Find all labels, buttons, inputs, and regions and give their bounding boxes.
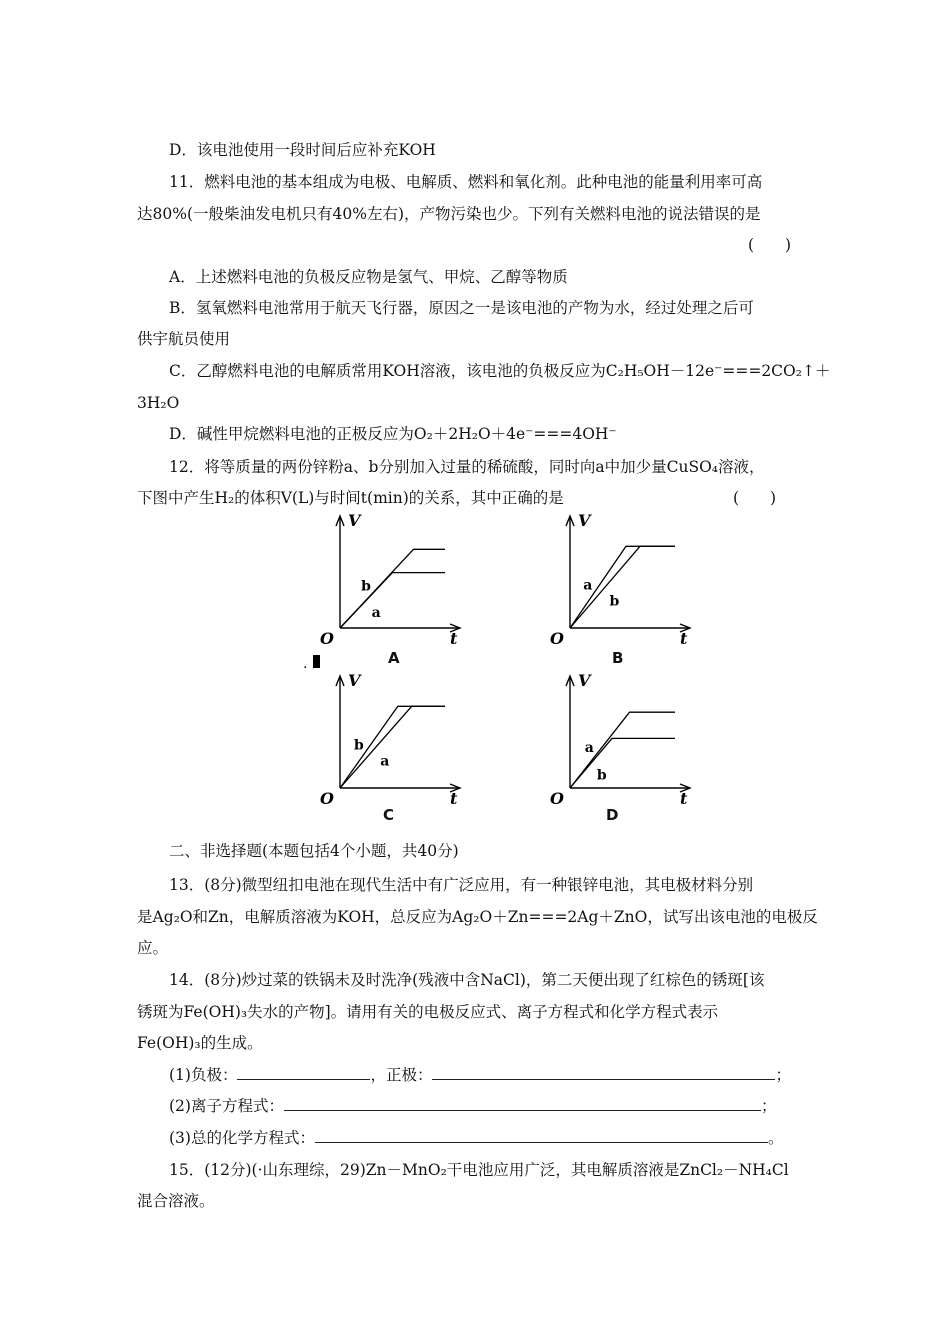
q14-part1-end: ； xyxy=(775,1066,791,1084)
series-label-b: b xyxy=(361,578,371,595)
q13-line3: 应。 xyxy=(137,939,169,957)
origin-label: O xyxy=(550,629,564,648)
chart-a-svg xyxy=(300,510,470,648)
x-axis-label: t xyxy=(450,789,458,808)
q14-part1 xyxy=(169,1064,791,1086)
q14-part1-label: (1)负极： xyxy=(169,1066,238,1084)
q11-option-b-line2: 供宇航员使用 xyxy=(137,330,231,348)
origin-label: O xyxy=(320,629,334,648)
chart-b-caption: B xyxy=(612,649,624,667)
y-axis-label: V xyxy=(578,671,591,690)
chart-d-caption: D xyxy=(606,806,619,824)
origin-label: O xyxy=(550,789,564,808)
chart-c-caption: C xyxy=(383,806,395,824)
q14-part2-label: (2)离子方程式： xyxy=(169,1097,284,1115)
chart-a xyxy=(300,510,470,649)
q11-line1: 11．燃料电池的基本组成为电极、电解质、燃料和氧化剂。此种电池的能量利用率可高 xyxy=(169,173,763,191)
q11-line2: 达80%(一般柴油发电机只有40%左右)，产物污染也少。下列有关燃料电池的说法错误的是 xyxy=(137,205,761,223)
q11-answer-paren: ( ) xyxy=(748,236,792,254)
x-axis-label: t xyxy=(450,629,458,648)
q14-part3-end: 。 xyxy=(767,1129,784,1147)
series-label-a: a xyxy=(584,739,594,756)
q11-option-d: D．碱性甲烷燃料电池的正极反应为O₂＋2H₂O＋4e⁻===4OH⁻ xyxy=(169,425,617,443)
origin-label: O xyxy=(320,789,334,808)
stray-dot: . xyxy=(303,656,308,672)
y-axis-label: V xyxy=(348,671,361,690)
q14-part2-end: ； xyxy=(760,1097,777,1115)
series-label-b: b xyxy=(596,767,607,784)
x-axis-label: t xyxy=(680,629,688,648)
series-label-a: a xyxy=(371,605,381,622)
q11-option-b-line1: B．氢氧燃料电池常用于航天飞行器，原因之一是该电池的产物为水，经过处理之后可 xyxy=(169,299,754,317)
q14-line2: 锈斑为Fe(OH)₃失水的产物]。请用有关的电极反应式、离子方程式和化学方程式表示 xyxy=(137,1003,719,1021)
chart-b-svg xyxy=(530,510,700,648)
q14-line3: Fe(OH)₃的生成。 xyxy=(137,1034,263,1052)
q13-line1: 13．(8分)微型纽扣电池在现代生活中有广泛应用，有一种银锌电池，其电极材料分别 xyxy=(169,876,754,894)
q11-option-c-line2: 3H₂O xyxy=(137,394,180,412)
q11-option-c-line1: C．乙醇燃料电池的电解质常用KOH溶液，该电池的负极反应为C₂H₅OH－12e⁻===2CO₂↑＋ xyxy=(169,362,831,380)
q11-option-a: A．上述燃料电池的负极反应物是氢气、甲烷、乙醇等物质 xyxy=(169,268,568,286)
q14-part3 xyxy=(169,1127,783,1149)
negative-electrode-blank[interactable] xyxy=(237,1064,370,1080)
series-line-b xyxy=(340,549,445,628)
chart-c-svg xyxy=(300,670,470,808)
series-label-b: b xyxy=(353,737,364,754)
q15-line2: 混合溶液。 xyxy=(137,1192,215,1210)
black-marker xyxy=(313,655,320,668)
chemical-equation-blank[interactable] xyxy=(315,1127,768,1143)
q14-part3-label: (3)总的化学方程式： xyxy=(169,1129,315,1147)
ionic-equation-blank[interactable] xyxy=(284,1095,761,1111)
option-d-q10: D．该电池使用一段时间后应补充KOH xyxy=(169,141,436,159)
series-label-a: a xyxy=(380,753,390,770)
positive-electrode-blank[interactable] xyxy=(432,1064,775,1080)
chart-d xyxy=(530,670,700,809)
chart-c xyxy=(300,670,470,809)
q13-line2: 是Ag₂O和Zn，电解质溶液为KOH，总反应为Ag₂O＋Zn===2Ag＋ZnO，试写出该电池的电极反 xyxy=(137,908,818,926)
q14-part2 xyxy=(169,1095,776,1117)
chart-d-svg xyxy=(530,670,700,808)
chart-b xyxy=(530,510,700,649)
y-axis-label: V xyxy=(578,511,591,530)
q14-part1-mid: ，正极： xyxy=(370,1066,433,1084)
y-axis-label: V xyxy=(348,511,361,530)
q12-answer-paren: ( ) xyxy=(733,489,777,507)
section-two-heading: 二、非选择题(本题包括4个小题，共40分) xyxy=(169,842,459,860)
q12-line1: 12．将等质量的两份锌粉a、b分别加入过量的稀硫酸，同时向a中加少量CuSO₄溶液， xyxy=(169,458,765,476)
series-label-b: b xyxy=(609,593,620,610)
q15-line1: 15．(12分)(·山东理综，29)Zn－MnO₂干电池应用广泛，其电解质溶液是ZnCl₂－NH₄Cl xyxy=(169,1161,789,1179)
x-axis-label: t xyxy=(680,789,688,808)
q12-line2: 下图中产生H₂的体积V(L)与时间t(min)的关系，其中正确的是 xyxy=(137,489,564,507)
series-line-a xyxy=(340,573,445,628)
q14-line1: 14．(8分)炒过菜的铁锅未及时洗净(残液中含NaCl)，第二天便出现了红棕色的锈斑[该 xyxy=(169,971,765,989)
chart-a-caption: A xyxy=(388,649,400,667)
series-label-a: a xyxy=(583,577,593,594)
